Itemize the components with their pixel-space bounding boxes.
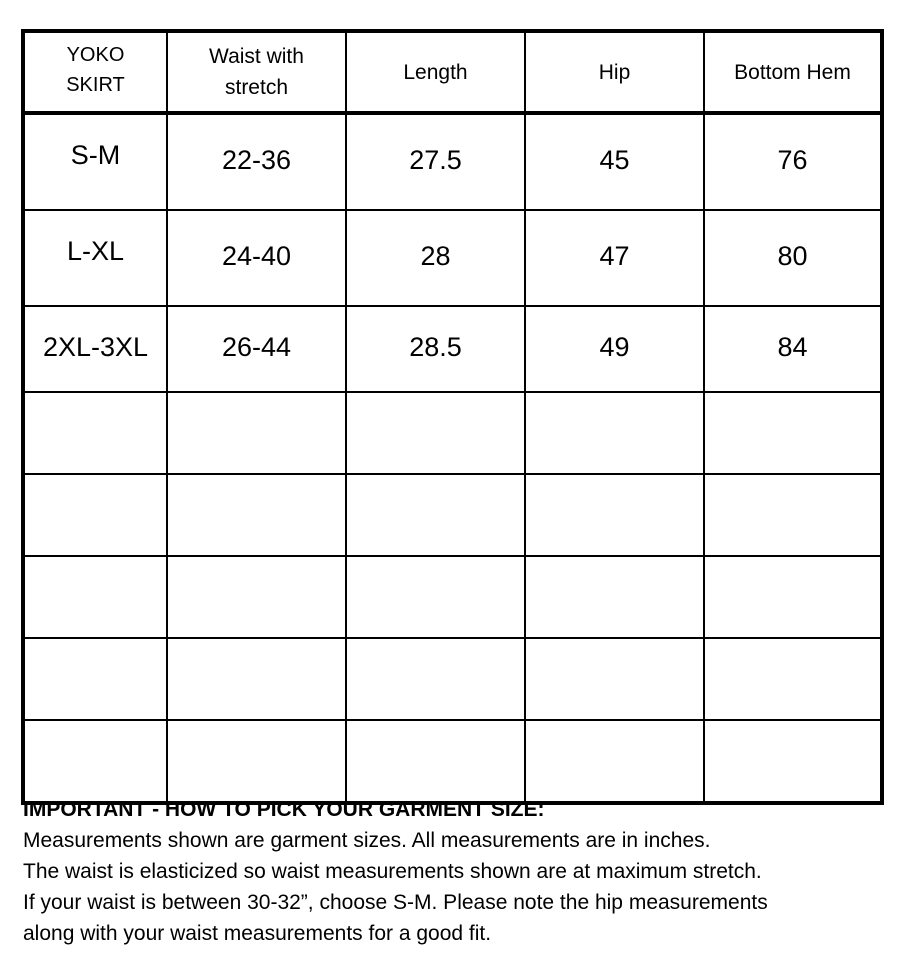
waist-cell: 26-44 [167, 306, 346, 392]
notes-heading: IMPORTANT - HOW TO PICK YOUR GARMENT SIZE: [23, 798, 545, 821]
empty-cell [525, 556, 704, 638]
empty-cell [704, 392, 882, 474]
header-waist: Waist with stretch [167, 31, 346, 113]
length-cell: 28.5 [346, 306, 525, 392]
empty-cell [167, 720, 346, 803]
hip-cell: 45 [525, 113, 704, 210]
table-header-row [23, 31, 882, 113]
empty-cell [525, 720, 704, 803]
empty-cell [23, 474, 167, 556]
table-row [23, 210, 882, 306]
table-row-empty [23, 474, 882, 556]
empty-cell [346, 720, 525, 803]
table-row-empty [23, 720, 882, 803]
size-cell: L-XL [23, 210, 167, 306]
bottom-hem-cell: 76 [704, 113, 882, 210]
empty-cell [346, 474, 525, 556]
empty-cell [704, 638, 882, 720]
size-guide-notes [23, 794, 893, 949]
table-row-empty [23, 556, 882, 638]
empty-cell [525, 638, 704, 720]
notes-line: Measurements shown are garment sizes. All measurements are in inches. [23, 829, 711, 852]
bottom-hem-cell: 84 [704, 306, 882, 392]
empty-cell [23, 556, 167, 638]
bottom-hem-cell: 80 [704, 210, 882, 306]
empty-cell [167, 392, 346, 474]
empty-cell [346, 638, 525, 720]
empty-cell [704, 556, 882, 638]
hip-cell: 47 [525, 210, 704, 306]
empty-cell [704, 474, 882, 556]
empty-cell [167, 556, 346, 638]
size-cell: 2XL-3XL [23, 306, 167, 392]
waist-cell: 22-36 [167, 113, 346, 210]
size-cell: S-M [23, 113, 167, 210]
notes-line: along with your waist measurements for a good fit. [23, 922, 492, 945]
hip-cell: 49 [525, 306, 704, 392]
empty-cell [23, 638, 167, 720]
header-bottom-hem: Bottom Hem [704, 31, 882, 113]
length-cell: 27.5 [346, 113, 525, 210]
empty-cell [704, 720, 882, 803]
empty-cell [23, 720, 167, 803]
notes-line: If your waist is between 30-32”, choose S-M. Please note the hip measurements [23, 891, 768, 914]
waist-cell: 24-40 [167, 210, 346, 306]
empty-cell [525, 392, 704, 474]
table-row [23, 306, 882, 392]
header-style-name: YOKO SKIRT [23, 31, 167, 113]
table-row-empty [23, 392, 882, 474]
size-chart-table [21, 29, 884, 805]
empty-cell [346, 392, 525, 474]
empty-cell [346, 556, 525, 638]
table-row [23, 113, 882, 210]
empty-cell [525, 474, 704, 556]
notes-line: The waist is elasticized so waist measurements shown are at maximum stretch. [23, 860, 762, 883]
empty-cell [167, 638, 346, 720]
empty-cell [167, 474, 346, 556]
header-hip: Hip [525, 31, 704, 113]
header-length: Length [346, 31, 525, 113]
empty-cell [23, 392, 167, 474]
table-row-empty [23, 638, 882, 720]
length-cell: 28 [346, 210, 525, 306]
